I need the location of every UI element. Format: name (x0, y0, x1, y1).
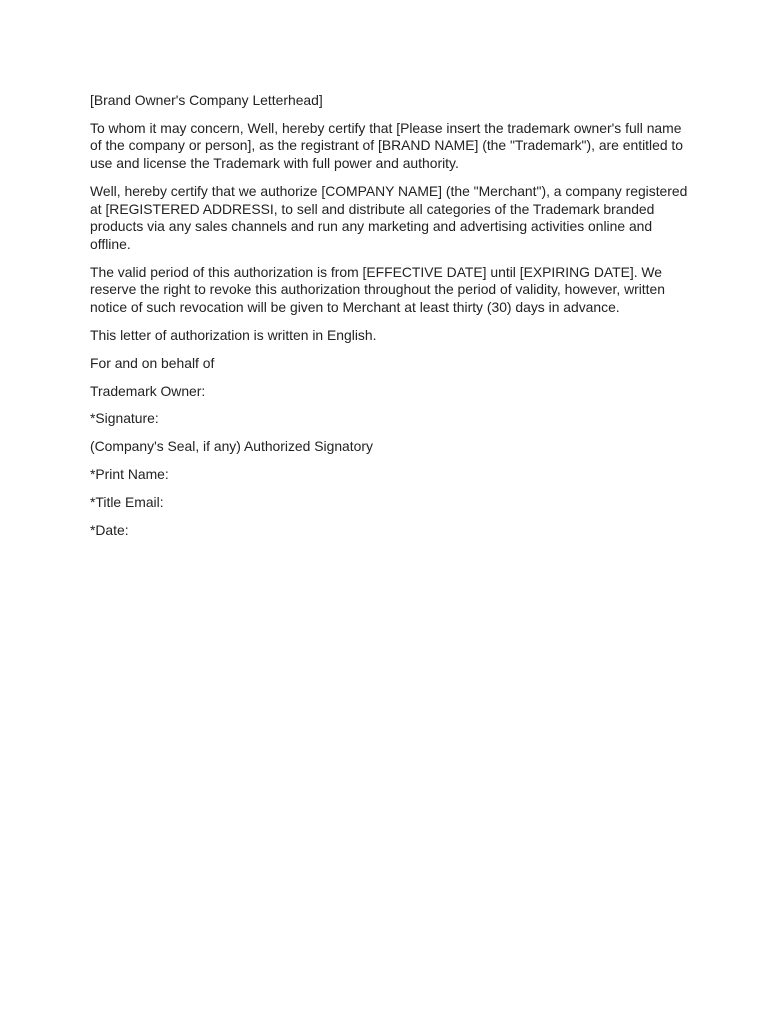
on-behalf-line: For and on behalf of (90, 354, 215, 371)
date-label: *Date: (90, 521, 129, 538)
letter-body (90, 92, 690, 550)
letterhead: [Brand Owner's Company Letterhead] (90, 92, 323, 108)
paragraph-authorization: Well, hereby certify that we authorize [COMPANY NAME] (the "Merchant"), a company registered at [REGISTERED ADDRESSI, to sell and distribute all categories of the Trademark branded products via any sales channels and run any marketing and advertising activities online and offline. (90, 182, 688, 252)
print-name-label: *Print Name: (90, 466, 169, 483)
paragraph-language: This letter of authorization is written in English. (90, 326, 377, 343)
signature-label: *Signature: (90, 410, 159, 427)
seal-signatory-label: (Company's Seal, if any) Authorized Signatory (90, 438, 373, 455)
trademark-owner-label: Trademark Owner: (90, 382, 206, 399)
paragraph-certification: To whom it may concern, Well, hereby certify that [Please insert the trademark owner's full name of the company or person], as the registrant of [BRAND NAME] (the "Trademark"), are entitled to use and license the Trademark with full power and authority. (90, 119, 684, 172)
title-email-label: *Title Email: (90, 494, 164, 511)
paragraph-validity: The valid period of this authorization is from [EFFECTIVE DATE] until [EXPIRING DATE]. We reserve the right to revoke this authorization throughout the period of validity, however, written notice of such revocation will be given to Merchant at least thirty (30) days in advance. (90, 263, 665, 315)
